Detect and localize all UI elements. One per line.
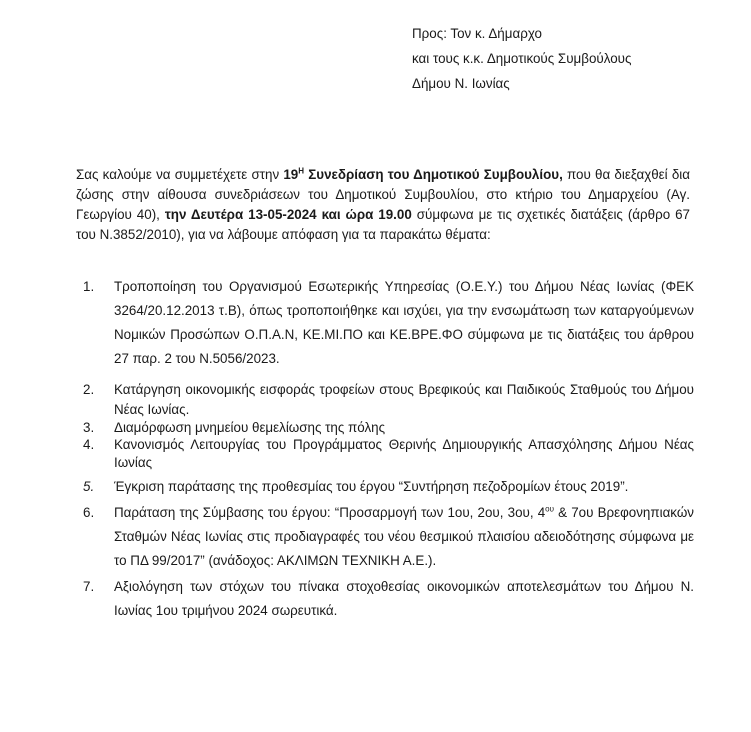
agenda-item-text: Διαμόρφωση μνημείου θεμελίωσης της πόλης bbox=[114, 420, 386, 435]
recipient-line: Δήμου Ν. Ιωνίας bbox=[412, 76, 510, 91]
intro-text: Σας καλούμε να συμμετέχετε στην bbox=[76, 167, 284, 182]
agenda-item-text: Τροποποίηση του Οργανισμού Εσωτερικής Υπηρεσίας (Ο.Ε.Υ.) του Δήμου Νέας Ιωνίας (ΦΕΚ 3264/20.12.2013 τ.Β), όπως τροποποιήθηκε και ισχύει, για την ενσωμάτωση των καταργούμενων Νομικών Προσώπων Ο.Π.Α.Ν, ΚΕ.ΜΙ.ΠΟ και ΚΕ.ΒΡΕ.ΦΟ σύμφωνα με τις διατάξεις του άρθρου 27 παρ. 2 του Ν.5056/2023. bbox=[114, 279, 694, 366]
agenda-item-text: Κατάργηση οικονομικής εισφοράς τροφείων στους Βρεφικούς και Παιδικούς Σταθμούς του Δήμου Νέας Ιωνίας. bbox=[114, 382, 694, 417]
intro-text: σύμφωνα με τις σχετικές διατάξεις (άρθρο 67 του Ν.3852/2010), για να λάβουμε απόφαση για τα παρακάτω θέματα: bbox=[76, 207, 690, 242]
agenda-item-text: Παράταση της Σύμβασης του έργου: “Προσαρμογή των 1ου, 2ου, 3ου, $4^{o\upsilon}$ & 7ου Βρεφονηπιακών Σταθμών Νέας Ιωνίας στις προδιαγραφές του νέου θεσμικού πλαισίου αδειοδότησης σύμφωνα με το ΠΔ 99/2017” (ανάδοχος: ΑΚΛΙΜΩΝ ΤΕΧΝΙΚΗ Α.Ε.). bbox=[114, 504, 694, 568]
agenda-item-text: Αξιολόγηση των στόχων του πίνακα στοχοθεσίας οικονομικών αποτελεσμάτων του Δήμου Ν. Ιωνίας 1ου τριμήνου 2024 σωρευτικά. bbox=[114, 579, 694, 618]
agenda-item-number: 4. bbox=[83, 437, 95, 452]
agenda-item-text: Κανονισμός Λειτουργίας του Προγράμματος Θερινής Δημιουργικής Απασχόλησης Δήμου Νέας Ιωνίας bbox=[114, 437, 694, 470]
agenda-item-number: 6. bbox=[83, 505, 95, 520]
agenda-item-number: 5. bbox=[83, 479, 95, 494]
agenda-item-number: 1. bbox=[83, 279, 95, 294]
recipient-line: και τους κ.κ. Δημοτικούς Συμβούλους bbox=[412, 51, 632, 66]
agenda-item-number: 7. bbox=[83, 579, 95, 594]
recipient-line: Προς: Τον κ. Δήμαρχο bbox=[412, 26, 542, 41]
meeting-datetime: την Δευτέρα 13-05-2024 και ώρα 19.00 bbox=[164, 207, 412, 222]
agenda-item-number: 2. bbox=[83, 382, 95, 397]
agenda-item-text: Έγκριση παράτασης της προθεσμίας του έργου “Συντήρηση πεζοδρομίων έτους 2019”. bbox=[114, 479, 629, 494]
session-title: $19^H$ Συνεδρίαση του Δημοτικού Συμβουλίου, bbox=[283, 166, 563, 182]
agenda-item-number: 3. bbox=[83, 420, 95, 435]
invitation-paragraph bbox=[76, 165, 690, 245]
recipient-block bbox=[412, 21, 631, 96]
intro-text: που θα διεξαχθεί δια ζώσης στην αίθουσα συνεδριάσεων του Δημοτικού Συμβουλίου, στο κτήριο του Δημαρχείου (Αγ. Γεωργίου 40), bbox=[76, 167, 690, 222]
